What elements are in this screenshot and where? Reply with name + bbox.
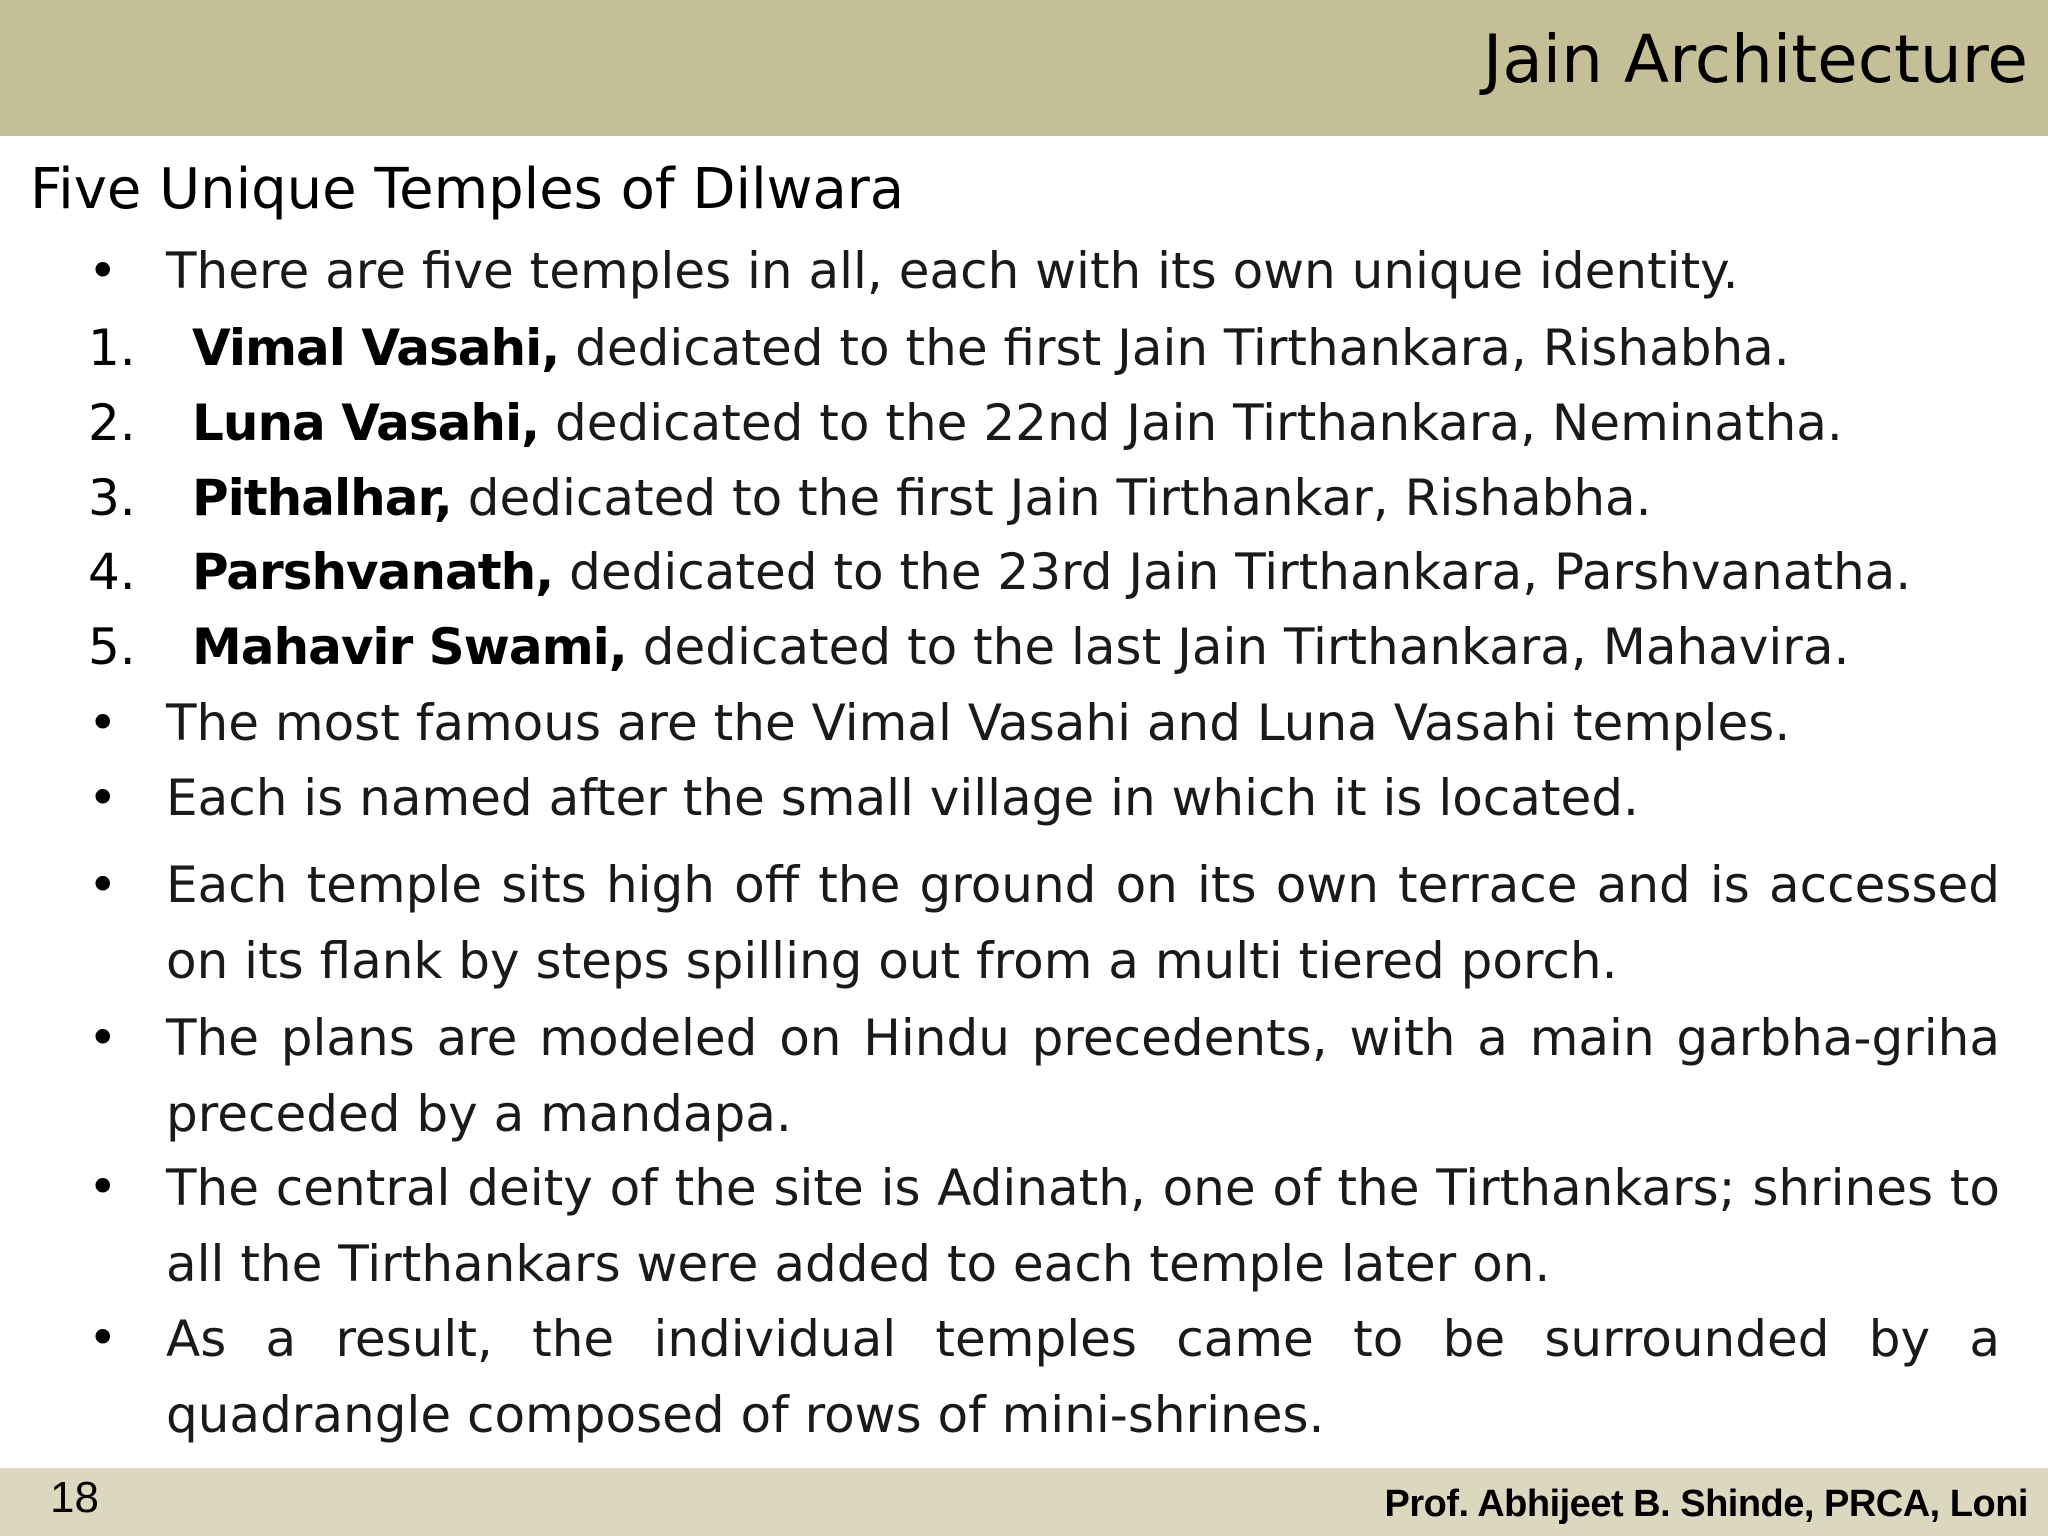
- bullet-marker: •: [88, 694, 118, 752]
- bullet-marker: •: [88, 769, 118, 827]
- bullet-line: preceded by a mandapa.: [166, 1085, 792, 1143]
- named-bullet-text: Each is named after the small village in which it is located.: [166, 769, 1639, 827]
- bullet-line: As a result, the individual temples came to be surrounded by a: [166, 1310, 2000, 1368]
- temple-name: Vimal Vasahi,: [192, 319, 560, 377]
- temple-description: dedicated to the first Jain Tirthankara, Rishabha.: [559, 319, 1790, 377]
- temple-number: 2.: [88, 394, 136, 452]
- temple-description: dedicated to the first Jain Tirthankar, Rishabha.: [451, 469, 1652, 527]
- temple-name: Pithalhar,: [192, 469, 452, 527]
- bullet-line: quadrangle composed of rows of mini-shrines.: [166, 1386, 1325, 1444]
- temple-number: 3.: [88, 469, 136, 527]
- bullet-line: The central deity of the site is Adinath, one of the Tirthankars; shrines to: [166, 1159, 2000, 1217]
- bullet-marker: •: [88, 242, 118, 300]
- terrace-bullet-text: [166, 847, 2000, 999]
- temple-name: Luna Vasahi,: [192, 394, 540, 452]
- slide-title: Jain Architecture: [1482, 21, 2028, 98]
- bullet-marker: •: [88, 1009, 118, 1067]
- bullet-line: The plans are modeled on Hindu precedents, with a main garbha-griha: [166, 1009, 2000, 1067]
- temple-number: 4.: [88, 543, 136, 601]
- temple-number: 5.: [88, 618, 136, 676]
- temple-description: dedicated to the 23rd Jain Tirthankara, Parshvanatha.: [553, 543, 1912, 601]
- temple-description: dedicated to the 22nd Jain Tirthankara, Neminatha.: [539, 394, 1843, 452]
- temple-name: Mahavir Swami,: [192, 618, 627, 676]
- section-heading: Five Unique Temples of Dilwara: [30, 157, 905, 222]
- bullet-line: on its flank by steps spilling out from a multi tiered porch.: [166, 932, 1618, 990]
- result-bullet-text: [166, 1301, 2000, 1453]
- temple-name: Parshvanath,: [192, 543, 554, 601]
- bullet-line: all the Tirthankars were added to each temple later on.: [166, 1235, 1551, 1293]
- bullet-line: Each temple sits high off the ground on its own terrace and is accessed: [166, 856, 2000, 914]
- temple-description: dedicated to the last Jain Tirthankara, Mahavira.: [626, 618, 1850, 676]
- footer-credit: Prof. Abhijeet B. Shinde, PRCA, Loni: [1384, 1483, 2028, 1525]
- page-number: 18: [50, 1473, 99, 1522]
- plans-bullet-text: [166, 1000, 2000, 1152]
- bullet-marker: •: [88, 1158, 118, 1216]
- bullet-marker: •: [88, 1309, 118, 1367]
- temple-item: [192, 313, 1790, 383]
- deity-bullet-text: [166, 1150, 2000, 1302]
- famous-bullet-text: The most famous are the Vimal Vasahi and Luna Vasahi temples.: [166, 694, 1791, 752]
- temple-item: [192, 612, 1849, 682]
- temple-item: [192, 388, 1843, 458]
- temple-number: 1.: [88, 319, 136, 377]
- bullet-marker: •: [88, 856, 118, 914]
- temple-item: [192, 537, 1911, 607]
- temple-item: [192, 463, 1652, 533]
- intro-bullet-text: There are five temples in all, each with its own unique identity.: [166, 242, 1739, 300]
